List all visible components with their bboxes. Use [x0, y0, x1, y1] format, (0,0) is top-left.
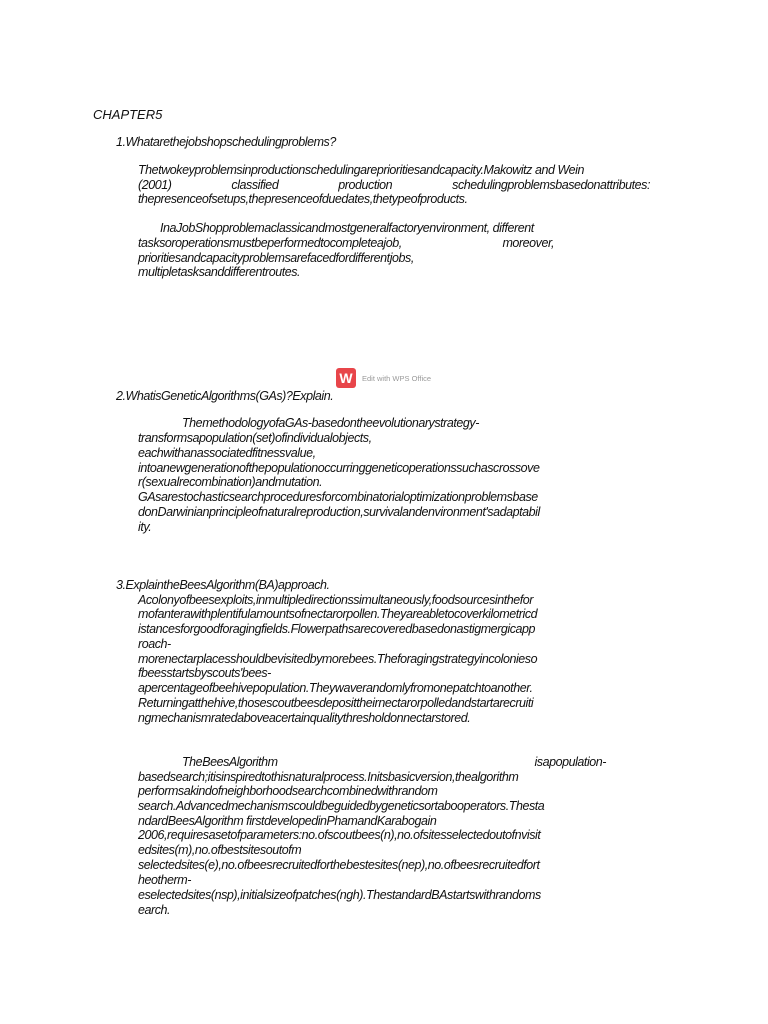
- text-line: heotherm-: [138, 873, 191, 887]
- text-line: morenectarplacesshouldbevisitedbymorebees.Theforagingstrategyincolonieso: [138, 652, 538, 666]
- text-line: ndardBeesAlgorithm firstdevelopedinPhamandKarabogain: [138, 814, 437, 828]
- text-line: thepresenceofsetups,thepresenceofduedates,thetypeofproducts.: [138, 192, 468, 206]
- word: classified: [231, 178, 279, 192]
- word: (2001): [138, 178, 172, 192]
- text-line: prioritiesandcapacityproblemsarefacedfordifferentjobs,: [138, 251, 414, 265]
- word: schedulingproblemsbasedonattributes:: [452, 178, 650, 192]
- text-line: eselectedsites(nsp),initialsizeofpatches(ngh).ThestandardBAstartswithrandoms: [138, 888, 541, 902]
- text-line: mofanterawithplentifulamountsofnectarorpollen.Theyareabletocoverkilometricd: [138, 607, 538, 621]
- text-line: selectedsites(e),no.ofbeesrecruitedforthebestesites(nep),no.ofbeesrecruitedfort: [138, 858, 540, 872]
- text-line: fbeesstartsbyscouts'bees-: [138, 666, 271, 680]
- chapter-heading: CHAPTER5: [93, 107, 163, 122]
- word: isapopulation-: [534, 755, 606, 769]
- question-1-title: 1.Whatarethejobshopschedulingproblems?: [116, 135, 336, 149]
- text-line: GAsarestochasticsearchproceduresforcombinatorialoptimizationproblemsbase: [138, 490, 538, 504]
- question-2-title: 2.WhatisGeneticAlgorithms(GAs)?Explain.: [116, 389, 334, 403]
- text-line: basedsearch;itisinspiredtothisnaturalprocess.Initsbasicversion,thealgorithm: [138, 770, 519, 784]
- word: TheBeesAlgorithm: [182, 755, 278, 769]
- text-line: intoanewgenerationofthepopulationoccurringgeneticoperationssuchascrossove: [138, 461, 540, 475]
- text-line: InaJobShopproblemaclassicandmostgeneralfactoryenvironment, different: [160, 221, 534, 235]
- text-line: search.Advancedmechanismscouldbeguidedbygeneticsortabooperators.Thesta: [138, 799, 545, 813]
- text-line: transformsapopulation(set)ofindividualobjects,: [138, 431, 372, 445]
- text-line: edsites(m),no.ofbestsitesoutofm: [138, 843, 302, 857]
- text-line: ngmechanismratedaboveacertainqualitythresholdonnectarstored.: [138, 711, 471, 725]
- word: tasksoroperationsmustbeperformedtocompleteajob,: [138, 236, 402, 250]
- text-line: eachwithanassociatedfitnessvalue,: [138, 446, 316, 460]
- word: production: [338, 178, 393, 192]
- text-line: earch.: [138, 903, 171, 917]
- text-line: multipletasksanddifferentroutes.: [138, 265, 301, 279]
- text-line: [138, 178, 650, 193]
- text-line: istancesforgoodforagingfields.Flowerpathsarecoveredbasedonastigmergicapp: [138, 622, 536, 636]
- text-line: donDarwinianprincipleofnaturalreproduction,survivalandenvironment'sadaptabil: [138, 505, 540, 519]
- text-line: ity.: [138, 520, 152, 534]
- text-line: 2006,requiresasetofparameters:no.ofscoutbees(n),no.ofsitesselectedoutofnvisit: [138, 828, 541, 842]
- text-line: performsakindofneighborhoodsearchcombinedwithrandom: [138, 784, 438, 798]
- text-line: Acolonyofbeesexploits,inmultipledirectionssimultaneously,foodsourcesinthefor: [138, 593, 533, 607]
- text-line: [138, 236, 554, 251]
- wps-watermark[interactable]: [336, 367, 431, 389]
- text-line: [182, 755, 606, 770]
- text-line: Returningatthehive,thosescoutbeesdeposittheirnectarorpolledandstartarecruiti: [138, 696, 534, 710]
- text-line: apercentageofbeehivepopulation.Theywaverandomlyfromonepatchtoanother.: [138, 681, 533, 695]
- wps-logo-icon: W: [336, 368, 356, 388]
- text-line: roach-: [138, 637, 171, 651]
- text-line: Thetwokeyproblemsinproductionschedulingareprioritiesandcapacity.Makowitz and Wein: [138, 163, 584, 177]
- word: moreover,: [502, 236, 554, 250]
- question-3-title: 3.ExplaintheBeesAlgorithm(BA)approach.: [116, 578, 330, 592]
- watermark-text: Edit with WPS Office: [362, 373, 432, 383]
- text-line: r(sexualrecombination)andmutation.: [138, 475, 323, 489]
- text-line: ThemethodologyofaGAs-basedontheevolutionarystrategy-: [182, 416, 479, 430]
